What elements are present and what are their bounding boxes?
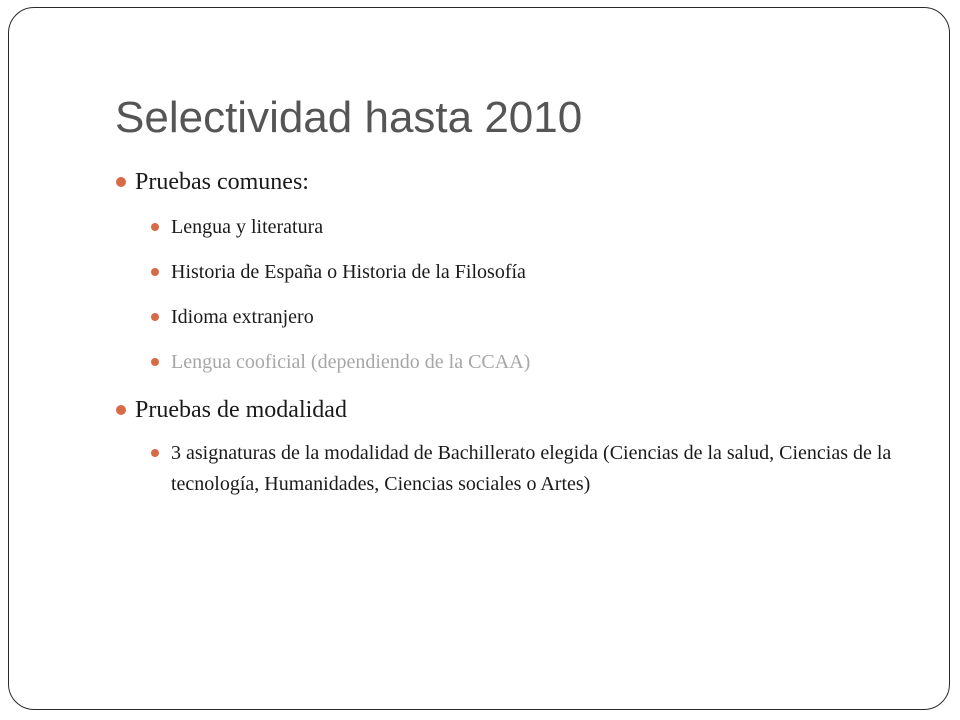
bullet-icon — [151, 449, 159, 457]
bullet-icon — [151, 223, 159, 231]
slide-frame — [8, 7, 950, 710]
bullet-icon — [151, 268, 159, 276]
list-item-asignaturas-modalidad: 3 asignaturas de la modalidad de Bachillerato elegida (Ciencias de la salud, Ciencias de la tecnología, Humanidades, Ciencias sociales o Artes) — [171, 438, 901, 500]
slide-title: Selectividad hasta 2010 — [115, 93, 583, 142]
list-item-idioma-extranjero: Idioma extranjero — [171, 305, 314, 329]
bullet-icon — [151, 313, 159, 321]
list-item-lengua-literatura: Lengua y literatura — [171, 215, 323, 239]
bullet-icon — [116, 405, 126, 415]
list-item-lengua-cooficial: Lengua cooficial (dependiendo de la CCAA) — [171, 350, 530, 374]
section-heading-pruebas-comunes: Pruebas comunes: — [135, 167, 309, 197]
list-item-historia: Historia de España o Historia de la Filosofía — [171, 260, 526, 284]
section-heading-pruebas-modalidad: Pruebas de modalidad — [135, 395, 347, 425]
bullet-icon — [116, 177, 126, 187]
bullet-icon — [151, 358, 159, 366]
